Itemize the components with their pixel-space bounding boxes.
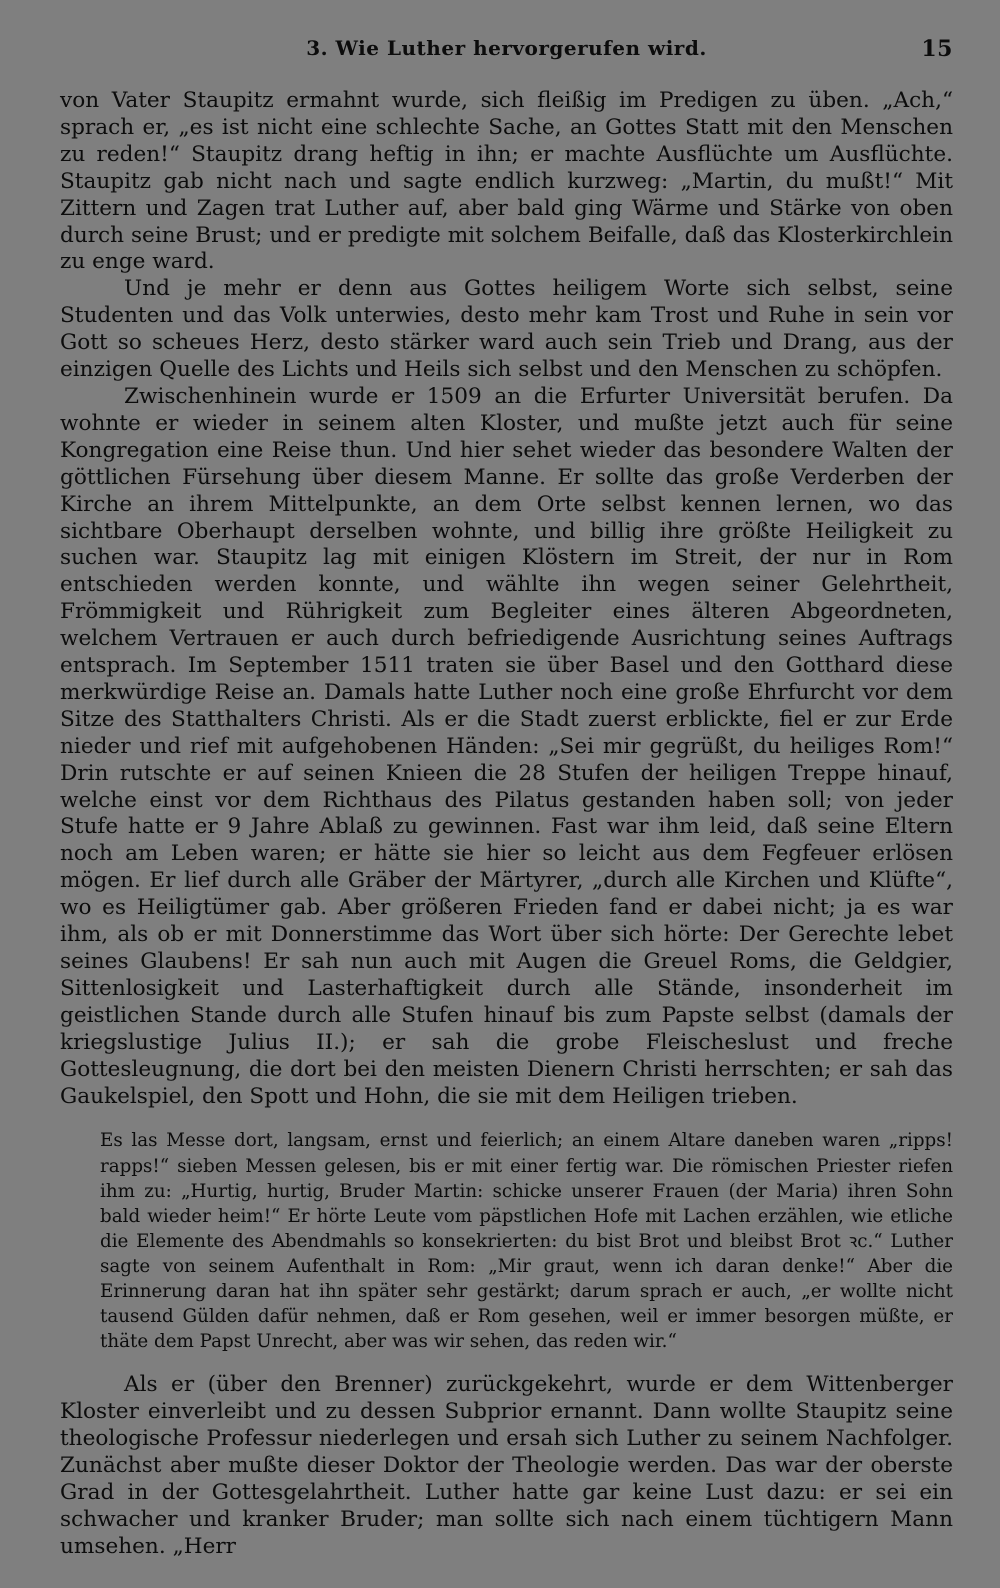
continuation-text xyxy=(60,1372,953,1560)
paragraph-4: Als er (über den Brenner) zurückgekehrt, wurde er dem Wittenberger Kloster einverleibt und zu dessen Subprior ernannt. Dann wollte Staupitz seine theologische Professur niederlegen und ersah sich Luther zu seinem Nachfolger. Zunächst aber mußte dieser Doktor der Theologie werden. Das war der oberste Grad in der Gottesgelahrtheit. Luther hatte gar keine Lust dazu: er sei ein schwacher und kranker Bruder; man sollte sich nach einem tüchtigern Mann umsehen. „Herr xyxy=(60,1372,953,1559)
running-title: 3. Wie Luther hervorgerufen wird. xyxy=(306,36,707,60)
small-print-note xyxy=(100,1128,953,1354)
page-number: 15 xyxy=(921,36,953,62)
note-paragraph: Es las Messe dort, langsam, ernst und feierlich; an einem Altare daneben waren „ripps! rapps!“ sieben Messen gelesen, bis er mit einer fertig war. Die römischen Priester riefen ihm zu: „Hurtig, hurtig, Bruder Martin: schicke unserer Frauen (der Maria) ihren Sohn bald wieder heim!“ Er hörte Leute vom päpstlichen Hofe mit Lachen erzählen, wie etliche die Elemente des Abendmahls so konsekrierten: du bist Brot und bleibst Brot ꝛc.“ Luther sagte von seinem Aufenthalt in Rom: „Mir graut, wenn ich daran denke!“ Aber die Erinnerung daran hat ihn später sehr gestärkt; darum sprach er auch, „er wollte nicht tausend Gülden dafür nehmen, daß er Rom gesehen, weil er immer besorgen müßte, er thäte dem Papst Unrecht, aber was wir sehen, das reden wir.“ xyxy=(100,1130,953,1353)
page-header xyxy=(60,34,953,64)
book-page xyxy=(60,34,953,1561)
paragraph-1: von Vater Staupitz ermahnt wurde, sich fleißig im Predigen zu üben. „Ach,“ sprach er, „es ist nicht eine schlechte Sache, an Gottes Statt mit den Menschen zu reden!“ Staupitz drang heftig in ihn; er machte Ausflüchte um Ausflüchte. Staupitz gab nicht nach und sagte endlich kurzweg: „Martin, du mußt!“ Mit Zittern und Zagen trat Luther auf, aber bald ging Wärme und Stärke von oben durch seine Brust; und er predigte mit solchem Beifalle, daß das Klosterkirchlein zu enge ward. xyxy=(60,88,953,275)
main-text xyxy=(60,88,953,1110)
paragraph-2: Und je mehr er denn aus Gottes heiligem Worte sich selbst, seine Studenten und das Volk unterwies, desto mehr kam Trost und Ruhe in sein vor Gott so scheues Herz, desto stärker ward auch sein Trieb und Drang, aus der einzigen Quelle des Lichts und Heils sich selbst und den Menschen zu schöpfen. xyxy=(60,276,953,383)
paragraph-3: Zwischenhinein wurde er 1509 an die Erfurter Universität berufen. Da wohnte er wieder in seinem alten Kloster, und mußte jetzt auch für seine Kongregation eine Reise thun. Und hier sehet wieder das besondere Walten der göttlichen Fürsehung über diesem Manne. Er sollte das große Verderben der Kirche an ihrem Mittelpunkte, an dem Orte selbst kennen lernen, wo das sichtbare Oberhaupt derselben wohnte, und billig ihre größte Heiligkeit zu suchen war. Staupitz lag mit einigen Klöstern im Streit, der nur in Rom entschieden werden konnte, und wählte ihn wegen seiner Gelehrtheit, Frömmigkeit und Rührigkeit zum Begleiter eines älteren Abgeordneten, welchem Vertrauen er auch durch befriedigende Ausrichtung seines Auftrags entsprach. Im September 1511 traten sie über Basel und den Gotthard diese merkwürdige Reise an. Damals hatte Luther noch eine große Ehrfurcht vor dem Sitze des Statthalters Christi. Als er die Stadt zuerst erblickte, fiel er zur Erde nieder und rief mit aufgehobenen Händen: „Sei mir gegrüßt, du heiliges Rom!“ Drin rutschte er auf seinen Knieen die 28 Stufen der heiligen Treppe hinauf, welche einst vor dem Richthaus des Pilatus gestanden haben soll; von jeder Stufe hatte er 9 Jahre Ablaß zu gewinnen. Fast war ihm leid, daß seine Eltern noch am Leben waren; er hätte sie hier so leicht aus dem Fegfeuer erlösen mögen. Er lief durch alle Gräber der Märtyrer, „durch alle Kirchen und Klüfte“, wo es Heiligtümer gab. Aber größeren Frieden fand er dabei nicht; ja es war ihm, als ob er mit Donnerstimme das Wort über sich hörte: Der Gerechte lebet seines Glaubens! Er sah nun auch mit Augen die Greuel Roms, die Geldgier, Sittenlosigkeit und Lasterhaftigkeit durch alle Stände, insonderheit im geistlichen Stande durch alle Stufen hinauf bis zum Papste selbst (damals der kriegslustige Julius II.); er sah die grobe Fleischeslust und freche Gottesleugnung, die dort bei den meisten Dienern Christi herrschten; er sah das Gaukelspiel, den Spott und Hohn, die sie mit dem Heiligen trieben. xyxy=(60,383,953,1109)
